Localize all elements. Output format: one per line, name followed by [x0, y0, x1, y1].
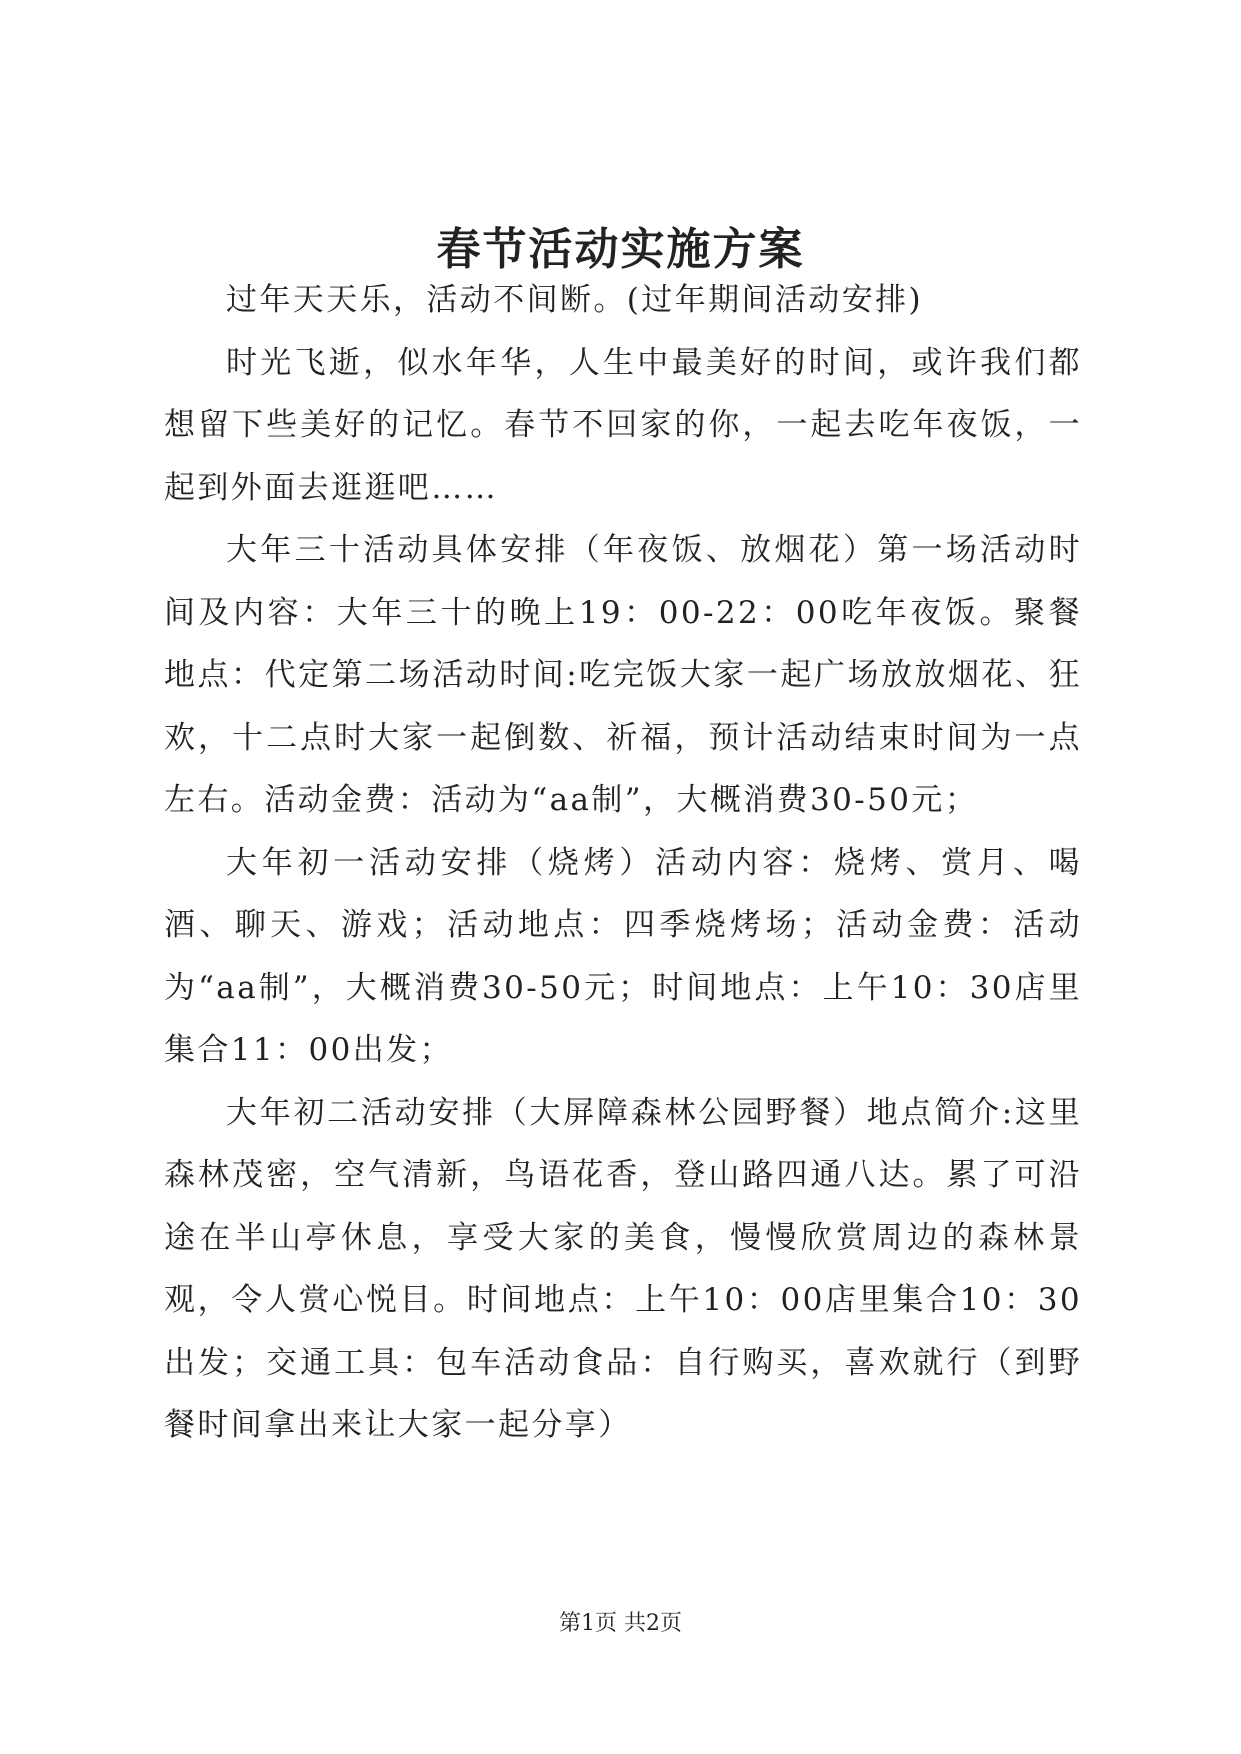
paragraph-first-day: 大年初一活动安排（烧烤）活动内容：烧烤、赏月、喝酒、聊天、游戏；活动地点：四季烧烤场；活动金费：活动为“aa制”，大概消费30-50元；时间地点：上午10：30店里集合11：00出发； — [164, 844, 1082, 1068]
document-title: 春节活动实施方案 — [436, 224, 805, 275]
document-body — [164, 269, 1082, 1457]
paragraph-second-day: 大年初二活动安排（大屏障森林公园野餐）地点简介:这里森林茂密，空气清新，鸟语花香，登山路四通八达。累了可沿途在半山亭休息，享受大家的美食，慢慢欣赏周边的森林景观，令人赏心悦目。时间地点：上午10：00店里集合10：30出发；交通工具：包车活动食品：自行购买，喜欢就行（到野餐时间拿出来让大家一起分享） — [164, 1094, 1082, 1443]
paragraph-new-years-eve: 大年三十活动具体安排（年夜饭、放烟花）第一场活动时间及内容：大年三十的晚上19：00-22：00吃年夜饭。聚餐地点：代定第二场活动时间:吃完饭大家一起广场放放烟花、狂欢，十二点时大家一起倒数、祈福，预计活动结束时间为一点左右。活动金费：活动为“aa制”，大概消费30-50元； — [164, 532, 1082, 818]
paragraph-preface: 时光飞逝，似水年华，人生中最美好的时间，或许我们都想留下些美好的记忆。春节不回家的你，一起去吃年夜饭，一起到外面去逛逛吧…… — [164, 344, 1082, 506]
paragraph-intro: 过年天天乐，活动不间断。(过年期间活动安排) — [226, 282, 923, 318]
page-footer: 第1页 共2页 — [559, 1611, 682, 1636]
